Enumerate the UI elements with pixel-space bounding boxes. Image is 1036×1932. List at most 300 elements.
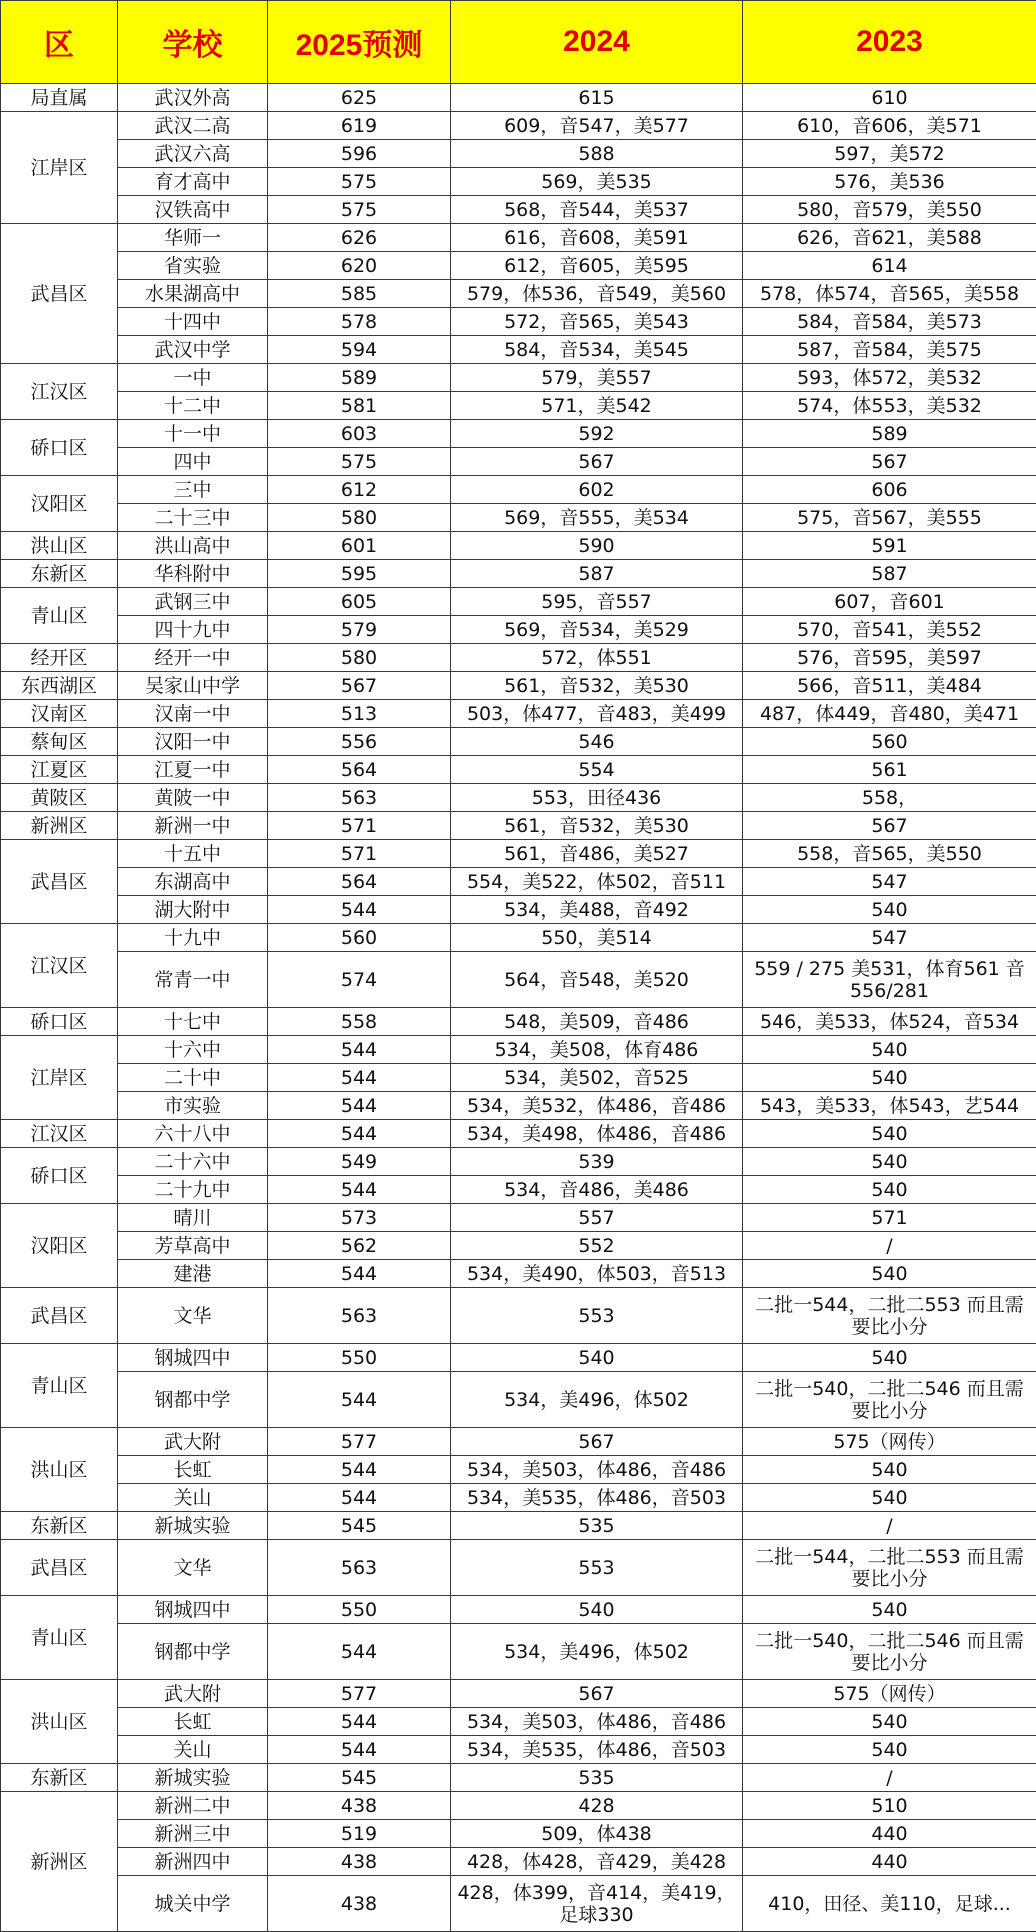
- score-2024-cell: 546: [451, 728, 743, 756]
- score-2023-cell: 576，美536: [743, 168, 1036, 196]
- score-2023-cell: 589: [743, 420, 1036, 448]
- score-2024-cell: 535: [451, 1764, 743, 1792]
- school-name-cell: 晴川: [118, 1204, 268, 1232]
- score-2024-cell: 534，美502，音525: [451, 1064, 743, 1092]
- score-2023-cell: 二批一544，二批二553 而且需要比小分: [743, 1288, 1036, 1344]
- forecast-2025-cell: 556: [268, 728, 451, 756]
- forecast-2025-cell: 575: [268, 168, 451, 196]
- school-name-cell: 武钢三中: [118, 588, 268, 616]
- forecast-2025-cell: 580: [268, 504, 451, 532]
- score-2023-cell: 570，音541，美552: [743, 616, 1036, 644]
- table-row: [1, 1624, 1036, 1680]
- school-name-cell: 三中: [118, 476, 268, 504]
- score-2024-cell: 553，田径436: [451, 784, 743, 812]
- table-row: [1, 784, 1036, 812]
- district-cell: 武昌区: [1, 1540, 118, 1596]
- school-name-cell: 钢都中学: [118, 1624, 268, 1680]
- school-name-cell: 文华: [118, 1288, 268, 1344]
- score-2023-cell: 575，音567，美555: [743, 504, 1036, 532]
- district-cell: 江汉区: [1, 924, 118, 1008]
- forecast-2025-cell: 581: [268, 392, 451, 420]
- school-name-cell: 长虹: [118, 1456, 268, 1484]
- forecast-2025-cell: 564: [268, 868, 451, 896]
- score-2024-cell: 584，音534，美545: [451, 336, 743, 364]
- school-name-cell: 武大附: [118, 1428, 268, 1456]
- district-cell: 武昌区: [1, 1288, 118, 1344]
- score-2024-cell: 616，音608，美591: [451, 224, 743, 252]
- district-cell: 洪山区: [1, 1428, 118, 1512]
- score-2023-cell: 547: [743, 924, 1036, 952]
- district-cell: 武昌区: [1, 224, 118, 364]
- score-2024-cell: 572，体551: [451, 644, 743, 672]
- score-2024-cell: 540: [451, 1344, 743, 1372]
- forecast-2025-cell: 550: [268, 1344, 451, 1372]
- table-row: [1, 896, 1036, 924]
- school-name-cell: 湖大附中: [118, 896, 268, 924]
- score-2023-cell: 540: [743, 1036, 1036, 1064]
- score-2024-cell: 567: [451, 1428, 743, 1456]
- forecast-2025-cell: 544: [268, 1708, 451, 1736]
- school-name-cell: 钢城四中: [118, 1596, 268, 1624]
- table-row: [1, 392, 1036, 420]
- school-name-cell: 黄陂一中: [118, 784, 268, 812]
- forecast-2025-cell: 544: [268, 1372, 451, 1428]
- district-cell: 江夏区: [1, 756, 118, 784]
- table-row: [1, 336, 1036, 364]
- district-cell: 青山区: [1, 1596, 118, 1680]
- forecast-2025-cell: 544: [268, 1064, 451, 1092]
- header-district: 区: [1, 1, 118, 84]
- district-cell: 江汉区: [1, 364, 118, 420]
- school-name-cell: 二十中: [118, 1064, 268, 1092]
- table-row: [1, 532, 1036, 560]
- forecast-2025-cell: 563: [268, 1540, 451, 1596]
- score-2024-cell: 554，美522，体502，音511: [451, 868, 743, 896]
- forecast-2025-cell: 596: [268, 140, 451, 168]
- forecast-2025-cell: 579: [268, 616, 451, 644]
- table-row: [1, 420, 1036, 448]
- forecast-2025-cell: 625: [268, 84, 451, 112]
- table-row: [1, 1036, 1036, 1064]
- forecast-2025-cell: 544: [268, 1624, 451, 1680]
- score-2023-cell: 540: [743, 1456, 1036, 1484]
- score-2024-cell: 568，音544，美537: [451, 196, 743, 224]
- forecast-2025-cell: 577: [268, 1428, 451, 1456]
- score-2023-cell: 580，音579，美550: [743, 196, 1036, 224]
- forecast-2025-cell: 571: [268, 840, 451, 868]
- table-row: [1, 1876, 1036, 1932]
- table-row: [1, 728, 1036, 756]
- table-row: [1, 476, 1036, 504]
- school-name-cell: 一中: [118, 364, 268, 392]
- table-row: [1, 448, 1036, 476]
- school-name-cell: 新洲四中: [118, 1848, 268, 1876]
- score-2023-cell: 440: [743, 1848, 1036, 1876]
- score-2023-cell: 440: [743, 1820, 1036, 1848]
- table-row: [1, 1596, 1036, 1624]
- school-name-cell: 新洲三中: [118, 1820, 268, 1848]
- forecast-2025-cell: 594: [268, 336, 451, 364]
- table-row: [1, 364, 1036, 392]
- score-2024-cell: 428，体428，音429，美428: [451, 1848, 743, 1876]
- score-2023-cell: 571: [743, 1204, 1036, 1232]
- district-cell: 青山区: [1, 588, 118, 644]
- score-2023-cell: 二批一540，二批二546 而且需要比小分: [743, 1624, 1036, 1680]
- district-cell: 新洲区: [1, 1792, 118, 1932]
- school-name-cell: 十九中: [118, 924, 268, 952]
- forecast-2025-cell: 544: [268, 896, 451, 924]
- table-row: [1, 588, 1036, 616]
- school-name-cell: 汉铁高中: [118, 196, 268, 224]
- score-2023-cell: 607，音601: [743, 588, 1036, 616]
- table-row: [1, 560, 1036, 588]
- score-2023-cell: 540: [743, 1260, 1036, 1288]
- score-2024-cell: 534，美498，体486，音486: [451, 1120, 743, 1148]
- score-2023-cell: 540: [743, 1344, 1036, 1372]
- district-cell: 蔡甸区: [1, 728, 118, 756]
- table-row: [1, 112, 1036, 140]
- score-2024-cell: 534，美490，体503，音513: [451, 1260, 743, 1288]
- score-2023-cell: 540: [743, 1064, 1036, 1092]
- score-2023-cell: 二批一544，二批二553 而且需要比小分: [743, 1540, 1036, 1596]
- school-name-cell: 六十八中: [118, 1120, 268, 1148]
- score-2023-cell: 558，: [743, 784, 1036, 812]
- table-row: [1, 644, 1036, 672]
- score-2024-cell: 540: [451, 1596, 743, 1624]
- forecast-2025-cell: 549: [268, 1148, 451, 1176]
- header-2024: 2024: [451, 1, 743, 84]
- district-cell: 硚口区: [1, 420, 118, 476]
- score-2024-cell: 535: [451, 1512, 743, 1540]
- forecast-2025-cell: 585: [268, 280, 451, 308]
- header-2025-forecast: 2025预测: [268, 1, 451, 84]
- district-cell: 东新区: [1, 560, 118, 588]
- table-row: [1, 812, 1036, 840]
- score-2024-cell: 534，美503，体486，音486: [451, 1708, 743, 1736]
- score-2024-cell: 569，美535: [451, 168, 743, 196]
- score-2023-cell: 576，音595，美597: [743, 644, 1036, 672]
- score-2023-cell: 540: [743, 1736, 1036, 1764]
- score-2023-cell: 606: [743, 476, 1036, 504]
- forecast-2025-cell: 578: [268, 308, 451, 336]
- table-row: [1, 924, 1036, 952]
- score-2023-cell: 566，音511，美484: [743, 672, 1036, 700]
- score-2024-cell: 587: [451, 560, 743, 588]
- table-row: [1, 1428, 1036, 1456]
- score-2024-cell: 550，美514: [451, 924, 743, 952]
- school-name-cell: 十七中: [118, 1008, 268, 1036]
- score-2024-cell: 561，音532，美530: [451, 812, 743, 840]
- score-2024-cell: 564，音548，美520: [451, 952, 743, 1008]
- table-row: [1, 1540, 1036, 1596]
- forecast-2025-cell: 563: [268, 1288, 451, 1344]
- district-cell: 局直属: [1, 84, 118, 112]
- score-2024-cell: 609，音547，美577: [451, 112, 743, 140]
- score-2023-cell: 540: [743, 1148, 1036, 1176]
- table-row: [1, 252, 1036, 280]
- table-row: [1, 196, 1036, 224]
- score-2024-cell: 569，音534，美529: [451, 616, 743, 644]
- table-row: [1, 1120, 1036, 1148]
- score-2024-cell: 567: [451, 1680, 743, 1708]
- score-2023-cell: 560: [743, 728, 1036, 756]
- district-cell: 经开区: [1, 644, 118, 672]
- forecast-2025-cell: 605: [268, 588, 451, 616]
- district-cell: 东西湖区: [1, 672, 118, 700]
- school-name-cell: 钢都中学: [118, 1372, 268, 1428]
- district-cell: 洪山区: [1, 532, 118, 560]
- school-name-cell: 武汉二高: [118, 112, 268, 140]
- score-2024-cell: 571，美542: [451, 392, 743, 420]
- table-row: [1, 1344, 1036, 1372]
- school-name-cell: 十五中: [118, 840, 268, 868]
- table-row: [1, 1680, 1036, 1708]
- score-2024-cell: 534，美488，音492: [451, 896, 743, 924]
- forecast-2025-cell: 558: [268, 1008, 451, 1036]
- forecast-2025-cell: 545: [268, 1512, 451, 1540]
- score-2024-cell: 554: [451, 756, 743, 784]
- school-name-cell: 十二中: [118, 392, 268, 420]
- school-name-cell: 华科附中: [118, 560, 268, 588]
- school-name-cell: 城关中学: [118, 1876, 268, 1932]
- score-2024-cell: 612，音605，美595: [451, 252, 743, 280]
- district-cell: 汉南区: [1, 700, 118, 728]
- forecast-2025-cell: 575: [268, 196, 451, 224]
- forecast-2025-cell: 567: [268, 672, 451, 700]
- score-2024-cell: 557: [451, 1204, 743, 1232]
- score-2023-cell: 587: [743, 560, 1036, 588]
- table-row: [1, 1512, 1036, 1540]
- score-2023-cell: 547: [743, 868, 1036, 896]
- school-name-cell: 武汉六高: [118, 140, 268, 168]
- table-row: [1, 168, 1036, 196]
- score-2024-cell: 534，美535，体486，音503: [451, 1484, 743, 1512]
- table-row: [1, 840, 1036, 868]
- score-2024-cell: 579，体536，音549，美560: [451, 280, 743, 308]
- forecast-2025-cell: 513: [268, 700, 451, 728]
- score-2024-cell: 579，美557: [451, 364, 743, 392]
- table-row: [1, 84, 1036, 112]
- school-name-cell: 新洲二中: [118, 1792, 268, 1820]
- score-2024-cell: 428，体399，音414，美419，足球330: [451, 1876, 743, 1932]
- table-row: [1, 1092, 1036, 1120]
- forecast-2025-cell: 575: [268, 448, 451, 476]
- table-row: [1, 1764, 1036, 1792]
- score-2024-cell: 553: [451, 1540, 743, 1596]
- table-row: [1, 140, 1036, 168]
- score-2023-cell: 574，体553，美532: [743, 392, 1036, 420]
- forecast-2025-cell: 544: [268, 1036, 451, 1064]
- school-name-cell: 十六中: [118, 1036, 268, 1064]
- score-2024-cell: 539: [451, 1148, 743, 1176]
- table-row: [1, 1736, 1036, 1764]
- school-name-cell: 二十六中: [118, 1148, 268, 1176]
- district-cell: 硚口区: [1, 1148, 118, 1204]
- score-2023-cell: 575（网传）: [743, 1428, 1036, 1456]
- district-cell: 汉阳区: [1, 476, 118, 532]
- score-2024-cell: 548，美509，音486: [451, 1008, 743, 1036]
- table-row: [1, 1372, 1036, 1428]
- score-2024-cell: 561，音532，美530: [451, 672, 743, 700]
- forecast-2025-cell: 562: [268, 1232, 451, 1260]
- table-row: [1, 868, 1036, 896]
- district-cell: 武昌区: [1, 840, 118, 924]
- score-2023-cell: 540: [743, 1484, 1036, 1512]
- forecast-2025-cell: 438: [268, 1792, 451, 1820]
- school-name-cell: 武汉外高: [118, 84, 268, 112]
- forecast-2025-cell: 589: [268, 364, 451, 392]
- score-2023-cell: 610，音606，美571: [743, 112, 1036, 140]
- school-name-cell: 十四中: [118, 308, 268, 336]
- forecast-2025-cell: 564: [268, 756, 451, 784]
- district-cell: 江岸区: [1, 112, 118, 224]
- table-row: [1, 1848, 1036, 1876]
- table-row: [1, 1148, 1036, 1176]
- header-2023: 2023: [743, 1, 1036, 84]
- score-2024-cell: 602: [451, 476, 743, 504]
- school-name-cell: 汉阳一中: [118, 728, 268, 756]
- school-name-cell: 常青一中: [118, 952, 268, 1008]
- forecast-2025-cell: 573: [268, 1204, 451, 1232]
- table-row: [1, 224, 1036, 252]
- score-2023-cell: 487，体449，音480，美471: [743, 700, 1036, 728]
- forecast-2025-cell: 544: [268, 1736, 451, 1764]
- score-2024-cell: 569，音555，美534: [451, 504, 743, 532]
- score-2023-cell: 578，体574，音565，美558: [743, 280, 1036, 308]
- score-2024-cell: 534，美532，体486，音486: [451, 1092, 743, 1120]
- score-2023-cell: 593，体572，美532: [743, 364, 1036, 392]
- score-2024-cell: 615: [451, 84, 743, 112]
- table-row: [1, 700, 1036, 728]
- forecast-2025-cell: 544: [268, 1260, 451, 1288]
- forecast-2025-cell: 620: [268, 252, 451, 280]
- table-row: [1, 1456, 1036, 1484]
- score-2023-cell: 575（网传）: [743, 1680, 1036, 1708]
- school-name-cell: 四中: [118, 448, 268, 476]
- forecast-2025-cell: 544: [268, 1456, 451, 1484]
- school-name-cell: 芳草高中: [118, 1232, 268, 1260]
- forecast-2025-cell: 603: [268, 420, 451, 448]
- score-2024-cell: 590: [451, 532, 743, 560]
- school-name-cell: 新洲一中: [118, 812, 268, 840]
- score-2023-cell: 626，音621，美588: [743, 224, 1036, 252]
- score-2023-cell: 540: [743, 896, 1036, 924]
- table-body: [1, 84, 1036, 1932]
- table-row: [1, 756, 1036, 784]
- table-row: [1, 1064, 1036, 1092]
- district-cell: 东新区: [1, 1764, 118, 1792]
- school-name-cell: 武汉中学: [118, 336, 268, 364]
- school-name-cell: 江夏一中: [118, 756, 268, 784]
- score-2024-cell: 534，美503，体486，音486: [451, 1456, 743, 1484]
- table-row: [1, 672, 1036, 700]
- forecast-2025-cell: 545: [268, 1764, 451, 1792]
- school-name-cell: 钢城四中: [118, 1344, 268, 1372]
- district-cell: 硚口区: [1, 1008, 118, 1036]
- forecast-2025-cell: 571: [268, 812, 451, 840]
- forecast-2025-cell: 626: [268, 224, 451, 252]
- forecast-2025-cell: 560: [268, 924, 451, 952]
- table-row: [1, 308, 1036, 336]
- table-row: [1, 1820, 1036, 1848]
- score-2023-cell: 591: [743, 532, 1036, 560]
- school-name-cell: 文华: [118, 1540, 268, 1596]
- table-row: [1, 1708, 1036, 1736]
- school-name-cell: 新城实验: [118, 1512, 268, 1540]
- district-cell: 青山区: [1, 1344, 118, 1428]
- score-2023-cell: 540: [743, 1708, 1036, 1736]
- score-2024-cell: 534，美535，体486，音503: [451, 1736, 743, 1764]
- score-2024-cell: 592: [451, 420, 743, 448]
- table-row: [1, 1288, 1036, 1344]
- score-2023-cell: 410，田径、美110，足球...: [743, 1876, 1036, 1932]
- school-name-cell: 华师一: [118, 224, 268, 252]
- table-row: [1, 1484, 1036, 1512]
- header-row: [1, 1, 1036, 84]
- district-cell: 新洲区: [1, 812, 118, 840]
- score-2024-cell: 572，音565，美543: [451, 308, 743, 336]
- school-name-cell: 经开一中: [118, 644, 268, 672]
- district-cell: 洪山区: [1, 1680, 118, 1764]
- forecast-2025-cell: 544: [268, 1120, 451, 1148]
- forecast-2025-cell: 519: [268, 1820, 451, 1848]
- district-cell: 东新区: [1, 1512, 118, 1540]
- forecast-2025-cell: 601: [268, 532, 451, 560]
- school-name-cell: 市实验: [118, 1092, 268, 1120]
- school-name-cell: 二十九中: [118, 1176, 268, 1204]
- score-2023-cell: 597，美572: [743, 140, 1036, 168]
- score-2023-cell: 558，音565，美550: [743, 840, 1036, 868]
- forecast-2025-cell: 438: [268, 1848, 451, 1876]
- score-2024-cell: 552: [451, 1232, 743, 1260]
- score-2024-cell: 588: [451, 140, 743, 168]
- score-2023-cell: 561: [743, 756, 1036, 784]
- school-name-cell: 省实验: [118, 252, 268, 280]
- score-2024-cell: 534，美508，体育486: [451, 1036, 743, 1064]
- table-row: [1, 1176, 1036, 1204]
- table-row: [1, 504, 1036, 532]
- school-name-cell: 洪山高中: [118, 532, 268, 560]
- table-row: [1, 280, 1036, 308]
- forecast-2025-cell: 595: [268, 560, 451, 588]
- score-2024-cell: 561，音486，美527: [451, 840, 743, 868]
- district-cell: 汉阳区: [1, 1204, 118, 1288]
- forecast-2025-cell: 544: [268, 1484, 451, 1512]
- forecast-2025-cell: 619: [268, 112, 451, 140]
- forecast-2025-cell: 438: [268, 1876, 451, 1932]
- forecast-2025-cell: 577: [268, 1680, 451, 1708]
- score-2023-cell: /: [743, 1764, 1036, 1792]
- school-name-cell: 育才高中: [118, 168, 268, 196]
- table-row: [1, 1204, 1036, 1232]
- forecast-2025-cell: 544: [268, 1176, 451, 1204]
- score-2023-cell: 540: [743, 1176, 1036, 1204]
- score-2023-cell: 587，音584，美575: [743, 336, 1036, 364]
- score-2023-cell: 510: [743, 1792, 1036, 1820]
- school-name-cell: 建港: [118, 1260, 268, 1288]
- forecast-2025-cell: 563: [268, 784, 451, 812]
- score-2024-cell: 595，音557: [451, 588, 743, 616]
- score-2023-cell: /: [743, 1232, 1036, 1260]
- school-name-cell: 武大附: [118, 1680, 268, 1708]
- header-school: 学校: [118, 1, 268, 84]
- score-2023-cell: 543，美533，体543，艺544: [743, 1092, 1036, 1120]
- table-row: [1, 616, 1036, 644]
- table-row: [1, 1260, 1036, 1288]
- table-row: [1, 1792, 1036, 1820]
- school-name-cell: 吴家山中学: [118, 672, 268, 700]
- score-2023-cell: 614: [743, 252, 1036, 280]
